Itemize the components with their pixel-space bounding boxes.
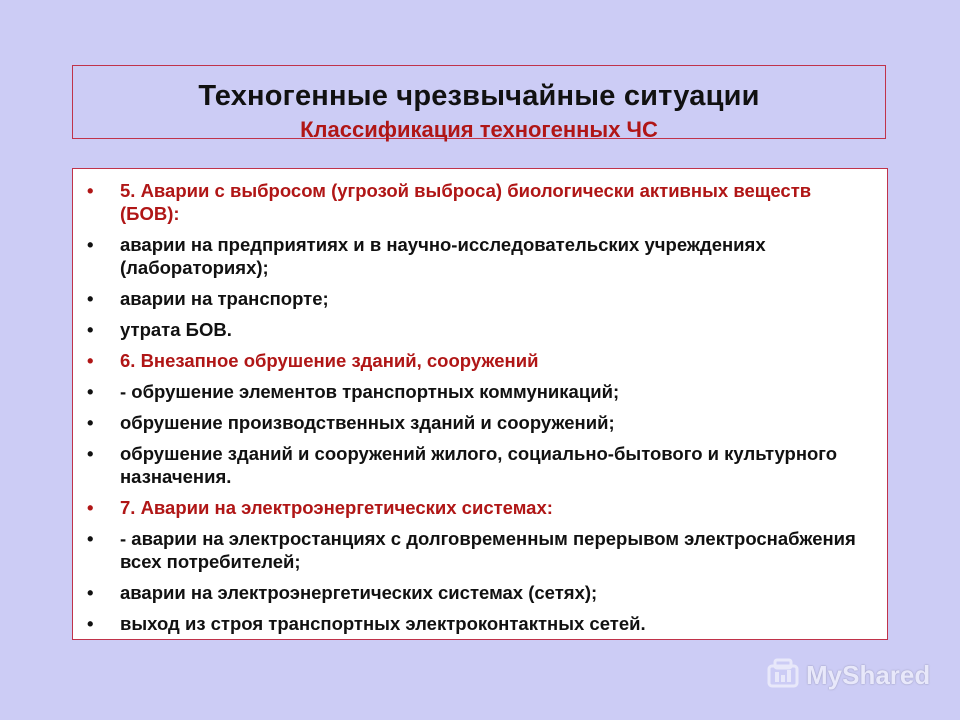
content-box	[72, 168, 888, 640]
list-item	[87, 287, 867, 310]
page-subtitle: Классификация техногенных ЧС	[300, 117, 658, 142]
bullet-icon: •	[87, 613, 94, 634]
bullet-icon: •	[87, 582, 94, 603]
bullet-icon: •	[87, 319, 94, 340]
bullet-icon: •	[87, 412, 94, 433]
myshared-watermark	[766, 655, 930, 695]
list-item-text: аварии на электроэнергетических системах (сетях);	[120, 582, 598, 603]
list-item	[87, 411, 867, 434]
list-item-text: обрушение производственных зданий и сооружений;	[120, 412, 615, 433]
list-item-text: обрушение зданий и сооружений жилого, социально-бытового и культурного назначения.	[120, 443, 838, 487]
classification-list	[87, 179, 867, 635]
title-box	[72, 65, 886, 142]
bullet-icon: •	[87, 528, 94, 549]
list-item	[87, 527, 867, 573]
list-item-text: аварии на предприятиях и в научно-исследовательских учреждениях (лабораториях);	[120, 234, 766, 278]
list-item	[87, 581, 867, 604]
bullet-icon: •	[87, 234, 94, 255]
list-item	[87, 496, 867, 519]
list-item-text: 7. Аварии на электроэнергетических системах:	[120, 497, 553, 518]
list-item	[87, 233, 867, 279]
list-item-text: 6. Внезапное обрушение зданий, сооружений	[120, 350, 539, 371]
bullet-icon: •	[87, 288, 94, 309]
list-item	[87, 179, 867, 225]
myshared-logo-icon	[766, 658, 800, 692]
bullet-icon: •	[87, 443, 94, 464]
list-item-text: утрата БОВ.	[120, 319, 232, 340]
bullet-icon: •	[87, 180, 94, 201]
list-item	[87, 318, 867, 341]
list-item-text: 5. Аварии с выбросом (угрозой выброса) биологически активных веществ (БОВ):	[120, 180, 812, 224]
list-item-text: - аварии на электростанциях с долговременным перерывом электроснабжения всех потребителей;	[120, 528, 856, 572]
watermark-text: MyShared	[806, 659, 931, 690]
list-item	[87, 612, 867, 635]
list-item-text: аварии на транспорте;	[120, 288, 329, 309]
bullet-icon: •	[87, 497, 94, 518]
list-item	[87, 380, 867, 403]
list-item	[87, 442, 867, 488]
bullet-icon: •	[87, 350, 94, 371]
bullet-icon: •	[87, 381, 94, 402]
page-title: Техногенные чрезвычайные ситуации	[198, 80, 760, 112]
list-item-text: - обрушение элементов транспортных коммуникаций;	[120, 381, 620, 402]
list-item-text: выход из строя транспортных электроконтактных сетей.	[120, 613, 646, 634]
list-item	[87, 349, 867, 372]
